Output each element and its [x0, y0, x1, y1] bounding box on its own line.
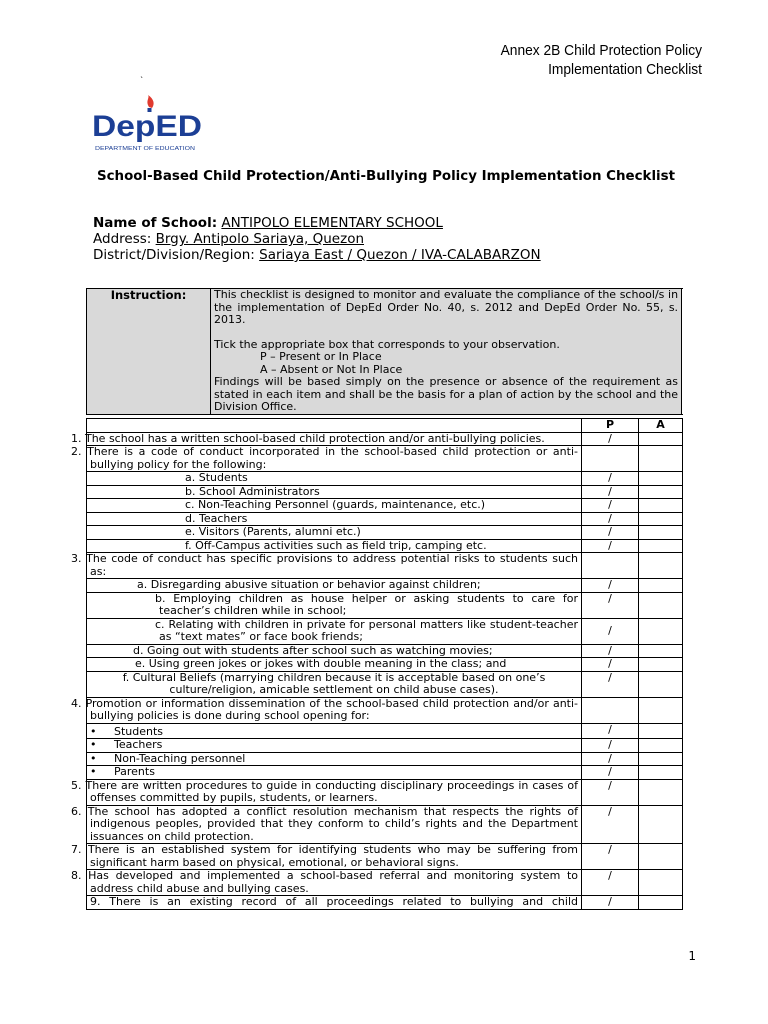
- item-2: 2. There is a code of conduct incorporated in the school-based child protection or anti-bullying policy for the following:: [87, 446, 582, 472]
- item-4b: [87, 739, 582, 753]
- instruction-text: [211, 289, 682, 415]
- instruction-a-line: A – Absent or Not In Place: [260, 362, 403, 376]
- item-3e-p-cell[interactable]: /: [582, 658, 639, 672]
- table-row: [87, 697, 683, 723]
- table-row: [87, 870, 683, 896]
- item-3e-a-cell[interactable]: [639, 658, 683, 672]
- table-row: [87, 805, 683, 844]
- item-3-p-cell[interactable]: [582, 553, 639, 579]
- item-2c-a-cell[interactable]: [639, 499, 683, 513]
- table-row: [87, 766, 683, 780]
- table-row: [87, 592, 683, 618]
- item-4a-a-cell[interactable]: [639, 723, 683, 739]
- item-3c-a-cell[interactable]: [639, 618, 683, 644]
- item-3-a-cell[interactable]: [639, 553, 683, 579]
- item-6: 6. The school has adopted a conflict resolution mechanism that respects the rights of indigenous peoples, provided that they conform to child’s rights and the Department issuances on child protection.: [87, 805, 582, 844]
- bullet-icon: •: [90, 738, 97, 751]
- annex-line-1: Annex 2B Child Protection Policy: [500, 43, 702, 59]
- item-3d-p-cell[interactable]: /: [582, 644, 639, 658]
- item-3c: c. Relating with children in private for personal matters like student-teacher as “text mates” or face book friends;: [87, 618, 582, 644]
- item-4d: [87, 766, 582, 780]
- page-number: 1: [688, 949, 696, 963]
- item-4c: [87, 752, 582, 766]
- item-3c-p-cell[interactable]: /: [582, 618, 639, 644]
- item-3d-a-cell[interactable]: [639, 644, 683, 658]
- address-label: Address:: [93, 231, 152, 247]
- school-info: [93, 215, 541, 263]
- district-value: Sariaya East / Quezon / IVA-CALABARZON: [259, 247, 541, 263]
- address-value: Brgy. Antipolo Sariaya, Quezon: [155, 231, 365, 247]
- item-4-a-cell[interactable]: [639, 697, 683, 723]
- instruction-label: Instruction:: [87, 289, 211, 415]
- item-5: 5. There are written procedures to guide in conducting disciplinary proceedings in cases of offenses committed by pupils, students, or learners.: [87, 779, 582, 805]
- item-2-p-cell[interactable]: [582, 446, 639, 472]
- annex-line-2: Implementation Checklist: [548, 62, 702, 78]
- item-3a: a. Disregarding abusive situation or behavior against children;: [87, 579, 582, 593]
- item-2-a-cell[interactable]: [639, 446, 683, 472]
- item-4c-a-cell[interactable]: [639, 752, 683, 766]
- item-4a: [87, 723, 582, 739]
- table-row: [87, 432, 683, 446]
- document-title: School-Based Child Protection/Anti-Bullying Policy Implementation Checklist: [96, 169, 676, 184]
- instruction-p1: This checklist is designed to monitor and evaluate the compliance of the school/s in the implementation of DepEd Order No. 40, s. 2012 and DepEd Order No. 55, s. 2013.: [214, 288, 679, 326]
- table-row: [87, 512, 683, 526]
- item-3f-a-cell[interactable]: [639, 671, 683, 697]
- table-row: [87, 579, 683, 593]
- item-4d-label: Parents: [114, 765, 155, 778]
- item-2a: a. Students: [87, 472, 582, 486]
- item-8: 8. Has developed and implemented a school-based referral and monitoring system to address child abuse and bullying cases.: [87, 870, 582, 896]
- item-9: 9. There is an existing record of all proceedings related to bullying and child: [87, 896, 582, 910]
- item-1: 1. The school has a written school-based child protection and/or anti-bullying policies.: [87, 432, 582, 446]
- checklist-items-table: [71, 418, 683, 910]
- item-4d-a-cell[interactable]: [639, 766, 683, 780]
- item-7: 7. There is an established system for identifying students who may be suffering from significant harm based on physical, emotional, or behavioral signs.: [87, 844, 582, 870]
- item-2d-a-cell[interactable]: [639, 512, 683, 526]
- item-4: 4. Promotion or information dissemination of the school-based child protection and/or anti-bullying policies is done during school opening for:: [87, 697, 582, 723]
- table-row: [87, 779, 683, 805]
- instruction-p-line: P – Present or In Place: [260, 350, 382, 363]
- instruction-row: [87, 289, 682, 415]
- item-4c-p-cell[interactable]: /: [582, 752, 639, 766]
- column-a-header: A: [639, 419, 683, 433]
- item-4b-label: Teachers: [114, 738, 163, 751]
- table-row: [87, 446, 683, 472]
- table-row: [87, 658, 683, 672]
- deped-logo: [92, 95, 212, 155]
- item-3f: f. Cultural Beliefs (marrying children because it is acceptable based on one’s culture/religion, amicable settlement on child abuse cases).: [87, 671, 582, 697]
- header-blank: [87, 419, 582, 433]
- item-7-p-cell[interactable]: /: [582, 844, 639, 870]
- table-row: [87, 644, 683, 658]
- item-1-p-cell[interactable]: /: [582, 432, 639, 446]
- item-2d: d. Teachers: [87, 512, 582, 526]
- item-9-a-cell[interactable]: [639, 896, 683, 910]
- item-2b-a-cell[interactable]: [639, 485, 683, 499]
- item-7-a-cell[interactable]: [639, 844, 683, 870]
- item-2c-p-cell[interactable]: /: [582, 499, 639, 513]
- bullet-icon: •: [90, 765, 97, 778]
- item-4a-p-cell[interactable]: /: [582, 723, 639, 739]
- item-6-p-cell[interactable]: /: [582, 805, 639, 844]
- table-row: [87, 553, 683, 579]
- column-p-header: P: [582, 419, 639, 433]
- table-row: [87, 671, 683, 697]
- item-2e-p-cell[interactable]: /: [582, 526, 639, 540]
- item-4b-p-cell[interactable]: /: [582, 739, 639, 753]
- item-3a-a-cell[interactable]: [639, 579, 683, 593]
- item-2f-p-cell[interactable]: /: [582, 539, 639, 553]
- item-3d: d. Going out with students after school such as watching movies;: [87, 644, 582, 658]
- item-3f-p-cell[interactable]: /: [582, 671, 639, 697]
- item-3a-p-cell[interactable]: /: [582, 579, 639, 593]
- item-2a-a-cell[interactable]: [639, 472, 683, 486]
- svg-text:DEPARTMENT OF EDUCATION: DEPARTMENT OF EDUCATION: [95, 146, 196, 152]
- item-2a-p-cell[interactable]: /: [582, 472, 639, 486]
- item-4d-p-cell[interactable]: /: [582, 766, 639, 780]
- school-name-label: Name of School:: [93, 215, 218, 231]
- item-8-a-cell[interactable]: [639, 870, 683, 896]
- table-row: [87, 844, 683, 870]
- item-5-p-cell[interactable]: /: [582, 779, 639, 805]
- item-9-p-cell[interactable]: /: [582, 896, 639, 910]
- instruction-p2: Tick the appropriate box that corresponds to your observation.: [214, 337, 560, 351]
- table-row: [87, 499, 683, 513]
- item-2b-p-cell[interactable]: /: [582, 485, 639, 499]
- item-3e: e. Using green jokes or jokes with double meaning in the class; and: [87, 658, 582, 672]
- item-2c: c. Non-Teaching Personnel (guards, maintenance, etc.): [87, 499, 582, 513]
- stray-mark: `: [140, 76, 144, 85]
- item-2e: e. Visitors (Parents, alumni etc.): [87, 526, 582, 540]
- item-2f-a-cell[interactable]: [639, 539, 683, 553]
- item-3b-a-cell[interactable]: [639, 592, 683, 618]
- item-2e-a-cell[interactable]: [639, 526, 683, 540]
- item-4-p-cell[interactable]: [582, 697, 639, 723]
- district-label: District/Division/Region:: [93, 247, 255, 263]
- item-1-a-cell[interactable]: [639, 432, 683, 446]
- item-2d-p-cell[interactable]: /: [582, 512, 639, 526]
- item-3: 3. The code of conduct has specific provisions to address potential risks to students such as:: [87, 553, 582, 579]
- item-6-a-cell[interactable]: [639, 805, 683, 844]
- item-8-p-cell[interactable]: /: [582, 870, 639, 896]
- item-5-a-cell[interactable]: [639, 779, 683, 805]
- item-2f: f. Off-Campus activities such as field trip, camping etc.: [87, 539, 582, 553]
- table-row: [87, 485, 683, 499]
- table-row: [87, 539, 683, 553]
- annex-header: [501, 42, 702, 80]
- table-row: [87, 739, 683, 753]
- table-row: [87, 896, 683, 910]
- table-row: [87, 472, 683, 486]
- item-3b: b. Employing children as house helper or asking students to care for teacher’s children while in school;: [87, 592, 582, 618]
- checklist-table: [86, 288, 682, 415]
- item-4a-label: Students: [114, 724, 164, 738]
- instruction-p3: Findings will be based simply on the presence or absence of the requirement as stated in each item and shall be the basis for a plan of action by the school and the Division Office.: [214, 375, 679, 413]
- item-2b: b. School Administrators: [87, 485, 582, 499]
- svg-text:DepED: DepED: [92, 110, 202, 143]
- school-name-value: ANTIPOLO ELEMENTARY SCHOOL: [221, 215, 443, 231]
- item-4c-label: Non-Teaching personnel: [114, 751, 246, 765]
- bullet-icon: •: [90, 751, 97, 765]
- item-4b-a-cell[interactable]: [639, 739, 683, 753]
- table-row: [87, 618, 683, 644]
- table-row: [87, 752, 683, 766]
- bullet-icon: •: [90, 724, 97, 738]
- table-row: [87, 723, 683, 739]
- table-row: [87, 526, 683, 540]
- item-3b-p-cell[interactable]: /: [582, 592, 639, 618]
